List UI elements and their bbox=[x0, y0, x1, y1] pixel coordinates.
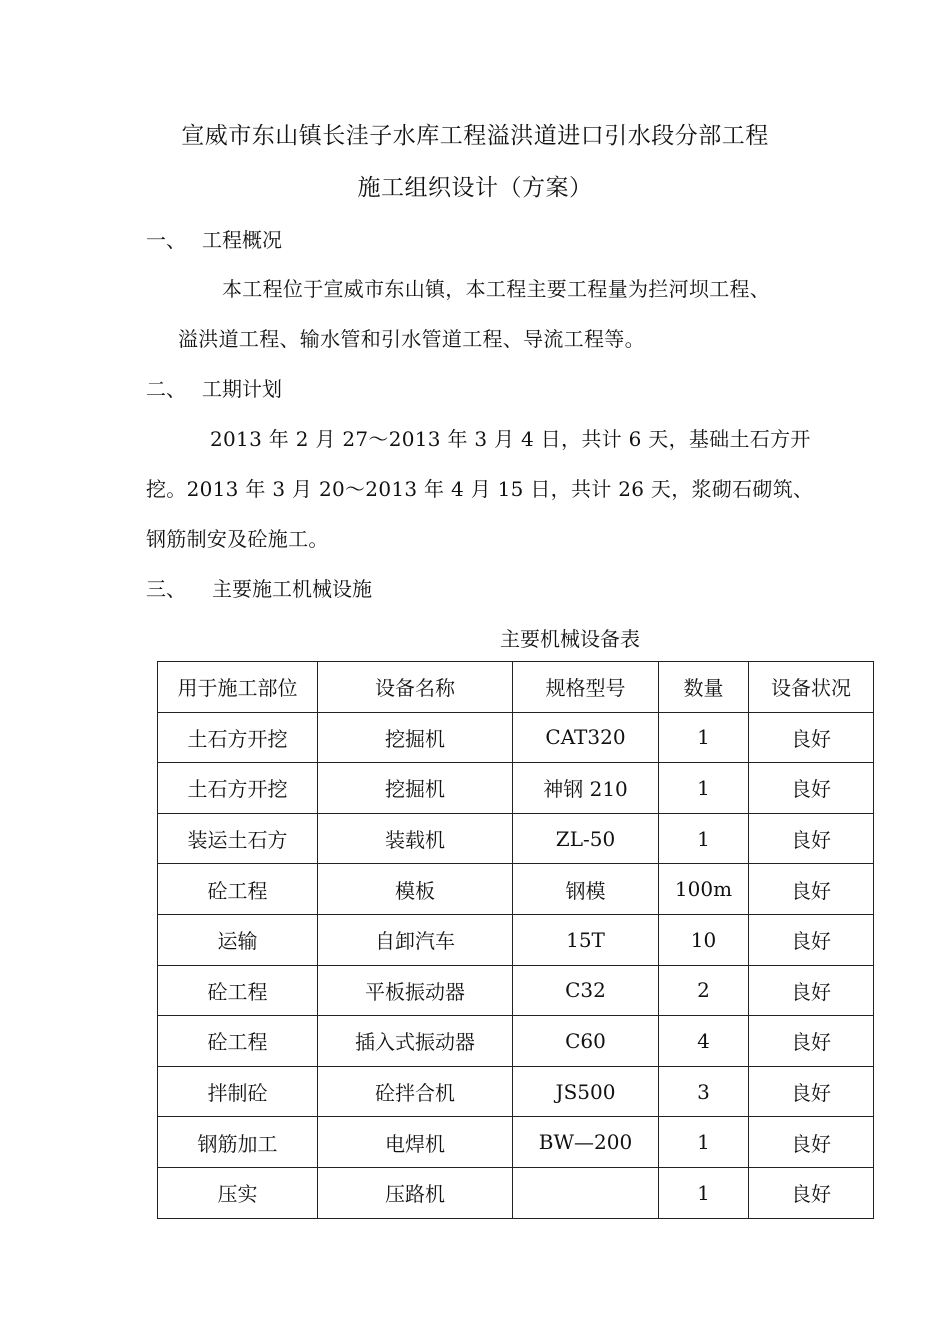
cell-equipment-name: 平板振动器 bbox=[318, 965, 513, 1016]
table-header-row bbox=[158, 662, 874, 713]
cell-condition: 良好 bbox=[749, 712, 874, 763]
cell-condition: 良好 bbox=[749, 914, 874, 965]
cell-quantity: 2 bbox=[659, 965, 749, 1016]
cell-equipment-name: 压路机 bbox=[318, 1167, 513, 1218]
section-1-paragraph-line-1: 本工程位于宣威市东山镇，本工程主要工程量为拦河坝工程、 bbox=[222, 277, 771, 301]
cell-equipment-name: 挖掘机 bbox=[318, 712, 513, 763]
cell-construction-part: 砼工程 bbox=[158, 1016, 318, 1067]
cell-condition: 良好 bbox=[749, 1066, 874, 1117]
cell-model: BW—200 bbox=[513, 1117, 659, 1168]
header-equipment-name: 设备名称 bbox=[318, 662, 513, 713]
table-row bbox=[158, 864, 874, 915]
cell-construction-part: 土石方开挖 bbox=[158, 763, 318, 814]
cell-model: JS500 bbox=[513, 1066, 659, 1117]
section-2-heading bbox=[146, 373, 282, 402]
cell-condition: 良好 bbox=[749, 1117, 874, 1168]
table-row bbox=[158, 1066, 874, 1117]
table-row bbox=[158, 813, 874, 864]
cell-model: C32 bbox=[513, 965, 659, 1016]
cell-condition: 良好 bbox=[749, 965, 874, 1016]
cell-quantity: 1 bbox=[659, 712, 749, 763]
section-1-paragraph-line-2: 溢洪道工程、输水管和引水管道工程、导流工程等。 bbox=[178, 327, 645, 351]
header-condition: 设备状况 bbox=[749, 662, 874, 713]
document-title-line-2: 施工组织设计（方案） bbox=[357, 175, 593, 201]
table-row bbox=[158, 965, 874, 1016]
section-2-number: 二、 bbox=[146, 377, 186, 401]
table-row bbox=[158, 1016, 874, 1067]
table-row bbox=[158, 763, 874, 814]
cell-quantity: 1 bbox=[659, 813, 749, 864]
cell-model: 神钢 210 bbox=[513, 763, 659, 814]
section-2-paragraph-line-2: 挖。2013 年 3 月 20～2013 年 4 月 15 日，共计 26 天，浆砌石砌筑、 bbox=[146, 477, 814, 501]
table-row bbox=[158, 1117, 874, 1168]
section-2-paragraph-line-3: 钢筋制安及砼施工。 bbox=[146, 527, 329, 551]
cell-condition: 良好 bbox=[749, 1167, 874, 1218]
section-1-title: 工程概况 bbox=[202, 228, 282, 252]
cell-equipment-name: 自卸汽车 bbox=[318, 914, 513, 965]
cell-equipment-name: 挖掘机 bbox=[318, 763, 513, 814]
section-1-number: 一、 bbox=[146, 228, 186, 252]
section-2-title: 工期计划 bbox=[202, 377, 282, 401]
cell-equipment-name: 装载机 bbox=[318, 813, 513, 864]
cell-model: 15T bbox=[513, 914, 659, 965]
cell-construction-part: 装运土石方 bbox=[158, 813, 318, 864]
cell-construction-part: 砼工程 bbox=[158, 965, 318, 1016]
cell-equipment-name: 模板 bbox=[318, 864, 513, 915]
section-3-heading bbox=[146, 573, 372, 602]
table-caption: 主要机械设备表 bbox=[500, 627, 640, 651]
cell-model: CAT320 bbox=[513, 712, 659, 763]
cell-quantity: 1 bbox=[659, 1117, 749, 1168]
cell-quantity: 100m bbox=[659, 864, 749, 915]
cell-quantity: 10 bbox=[659, 914, 749, 965]
cell-construction-part: 土石方开挖 bbox=[158, 712, 318, 763]
cell-condition: 良好 bbox=[749, 763, 874, 814]
cell-model bbox=[513, 1167, 659, 1218]
cell-quantity: 4 bbox=[659, 1016, 749, 1067]
cell-construction-part: 运输 bbox=[158, 914, 318, 965]
cell-construction-part: 砼工程 bbox=[158, 864, 318, 915]
section-3-title: 主要施工机械设施 bbox=[212, 577, 372, 601]
cell-construction-part: 拌制砼 bbox=[158, 1066, 318, 1117]
cell-condition: 良好 bbox=[749, 813, 874, 864]
header-construction-part: 用于施工部位 bbox=[158, 662, 318, 713]
cell-construction-part: 钢筋加工 bbox=[158, 1117, 318, 1168]
cell-model: 钢模 bbox=[513, 864, 659, 915]
cell-equipment-name: 插入式振动器 bbox=[318, 1016, 513, 1067]
table-row bbox=[158, 914, 874, 965]
equipment-table bbox=[157, 661, 874, 1219]
cell-model: C60 bbox=[513, 1016, 659, 1067]
cell-condition: 良好 bbox=[749, 864, 874, 915]
header-model: 规格型号 bbox=[513, 662, 659, 713]
cell-construction-part: 压实 bbox=[158, 1167, 318, 1218]
section-2-paragraph-line-1: 2013 年 2 月 27～2013 年 3 月 4 日，共计 6 天，基础土石方开 bbox=[210, 427, 811, 451]
document-title-line-1: 宣威市东山镇长洼子水库工程溢洪道进口引水段分部工程 bbox=[181, 123, 769, 149]
section-3-number: 三、 bbox=[146, 577, 186, 601]
cell-quantity: 1 bbox=[659, 1167, 749, 1218]
section-1-heading bbox=[146, 224, 282, 253]
cell-model: ZL-50 bbox=[513, 813, 659, 864]
cell-condition: 良好 bbox=[749, 1016, 874, 1067]
cell-equipment-name: 砼拌合机 bbox=[318, 1066, 513, 1117]
cell-quantity: 1 bbox=[659, 763, 749, 814]
cell-equipment-name: 电焊机 bbox=[318, 1117, 513, 1168]
table-row bbox=[158, 712, 874, 763]
cell-quantity: 3 bbox=[659, 1066, 749, 1117]
header-quantity: 数量 bbox=[659, 662, 749, 713]
table-row bbox=[158, 1167, 874, 1218]
